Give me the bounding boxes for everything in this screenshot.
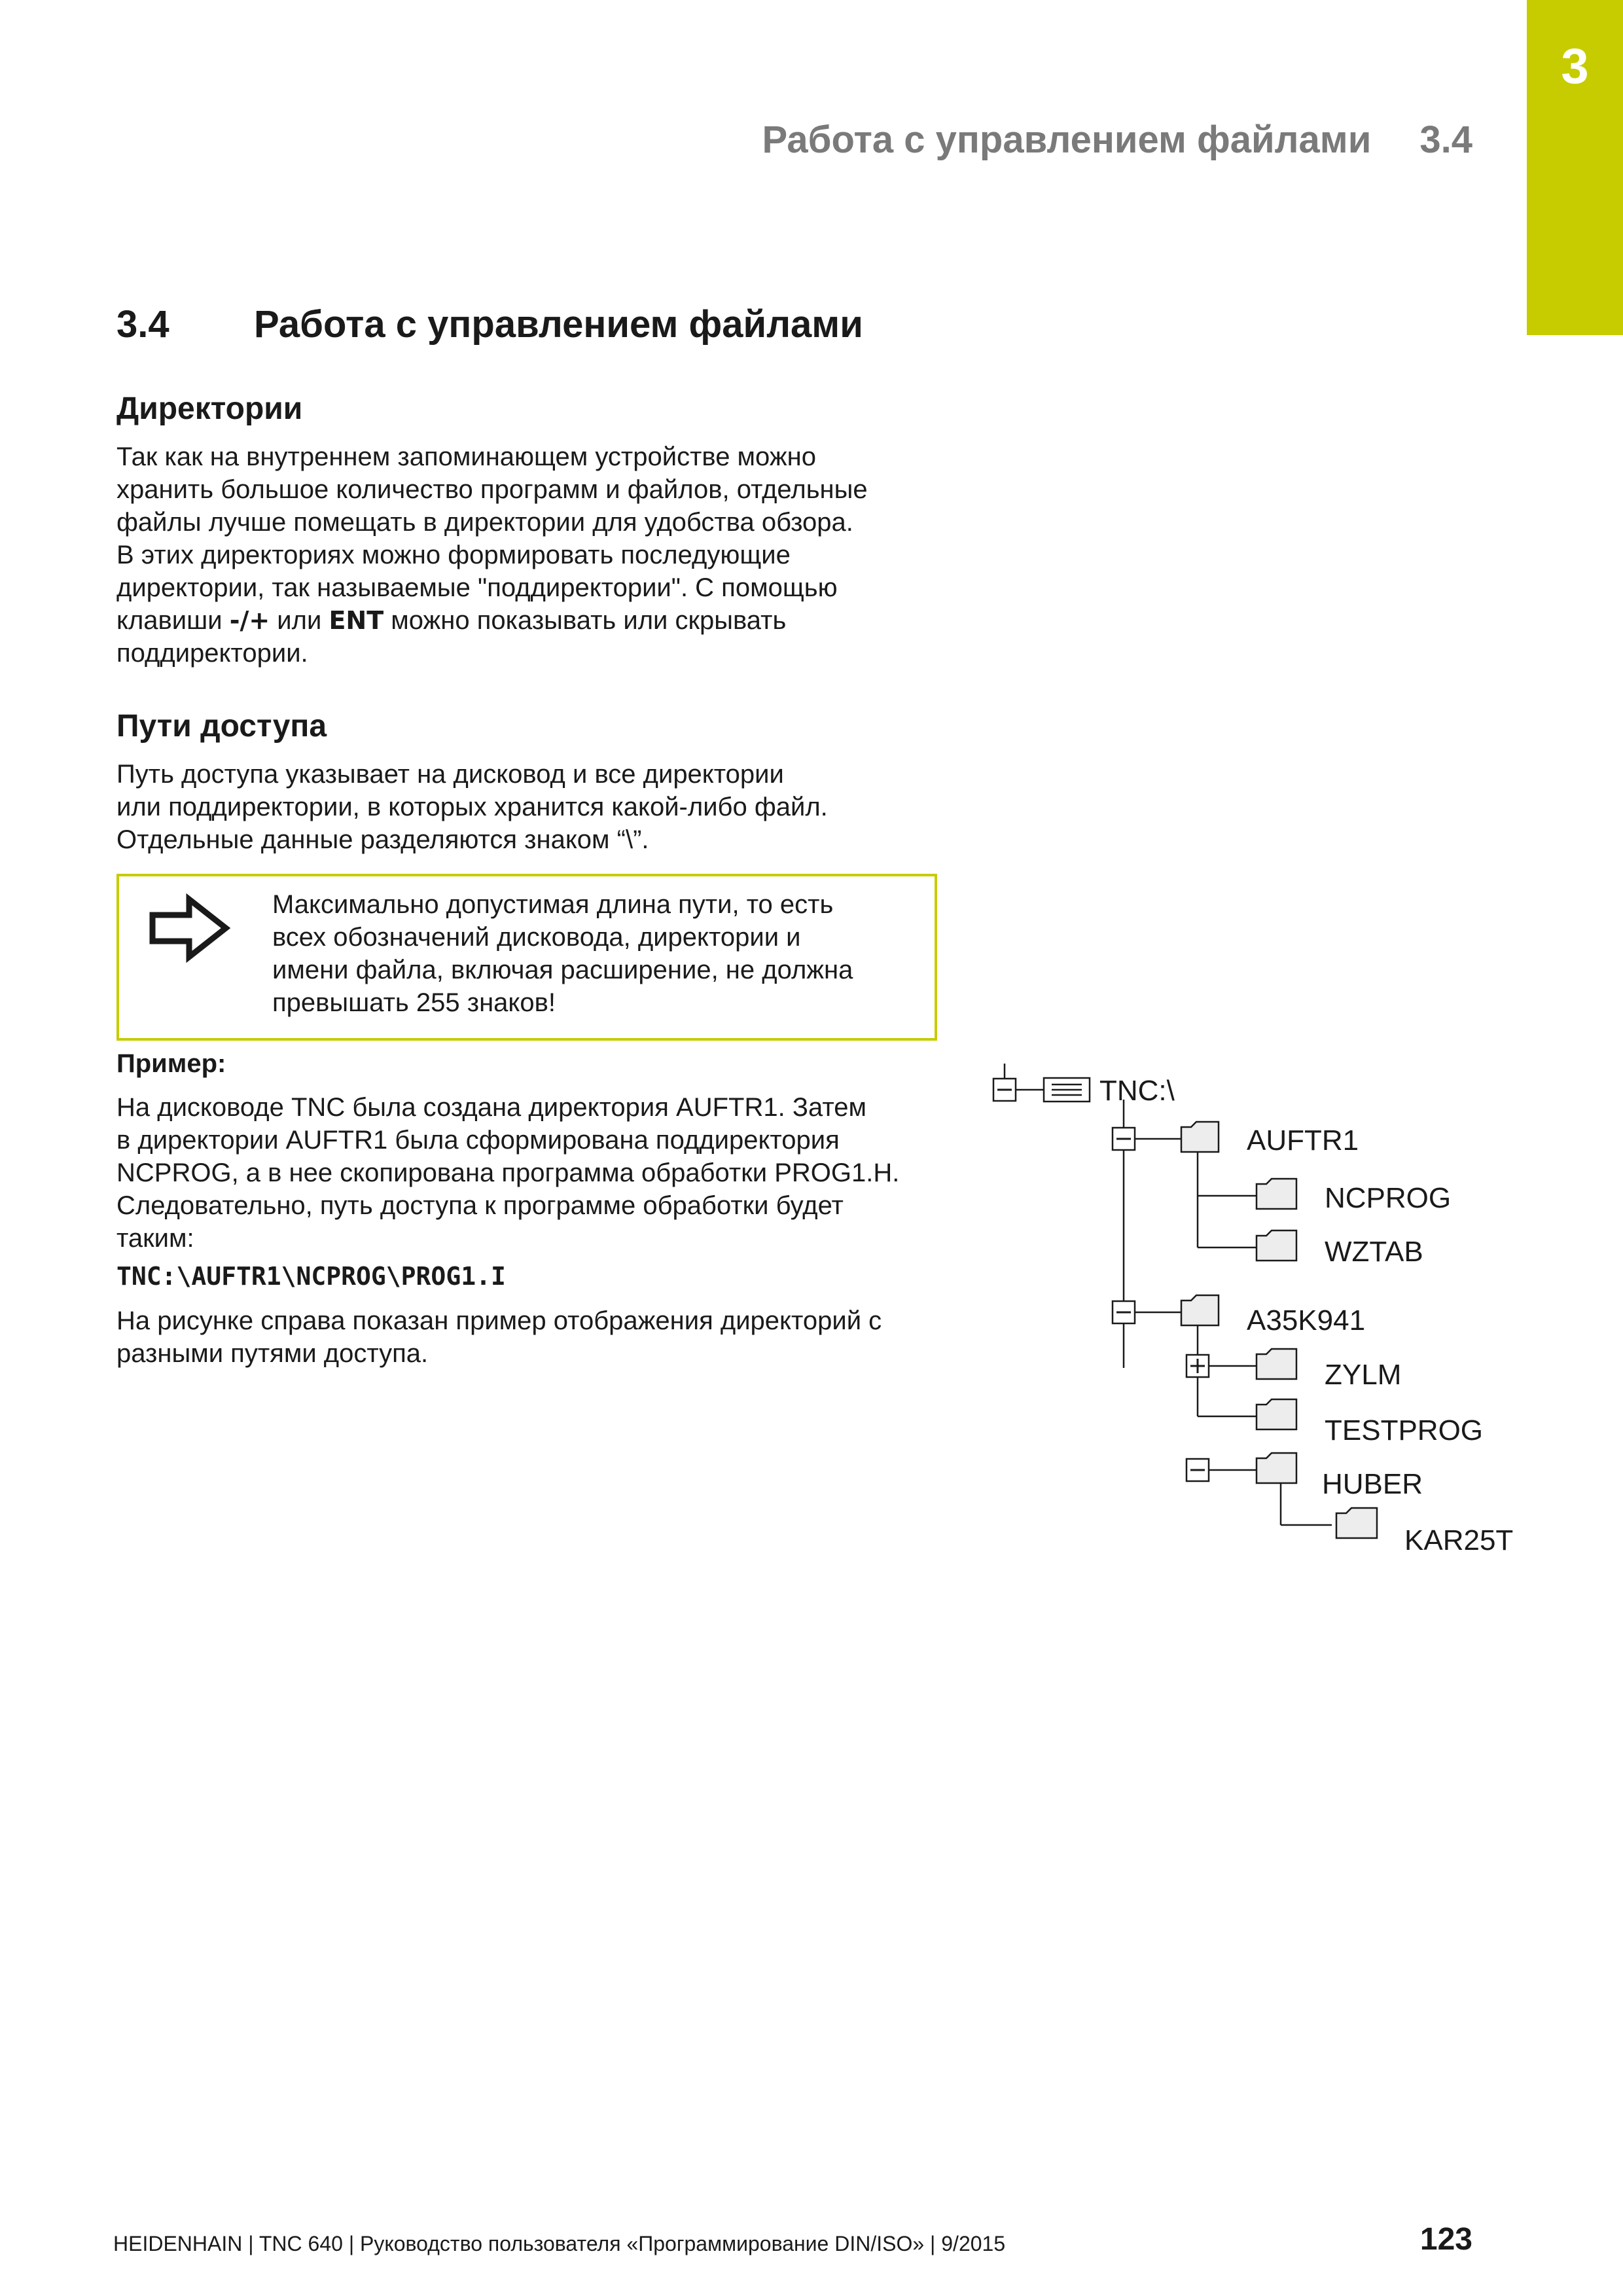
tree-folder-ncprog: NCPROG: [1325, 1182, 1452, 1214]
example-paragraph-2: На рисунке справа показан пример отображения директорий с разными путями доступа.: [116, 1306, 882, 1368]
key-ent: ENT: [329, 606, 384, 635]
section-title: [116, 302, 863, 346]
tree-folder-a35k941: A35K941: [1247, 1304, 1366, 1336]
note-text: Максимально допустимая длина пути, то есть всех обозначений дисковода, директории и имени файла, включая расширение, не должна превышать 255 знаков!: [272, 890, 853, 1017]
footer-text: HEIDENHAIN | TNC 640 | Руководство пользователя «Программирование DIN/ISO» | 9/2015: [113, 2232, 1006, 2255]
directories-paragraph: Так как на внутреннем запоминающем устройстве можно хранить большое количество программ и файлов, отдельные файлы лучше помещать в директории для удобства обзора. В этих директориях можно формировать последующие директории, так называемые "поддиректории". С помощью клавиши -/+ или ENT можно показывать или скрывать поддиректории.: [116, 442, 868, 668]
tree-folder-zylm: ZYLM: [1325, 1359, 1402, 1391]
arrow-right-outline-icon: [149, 893, 234, 965]
page-number: 123: [1419, 2222, 1472, 2257]
directory-tree-figure: [982, 1060, 1531, 1571]
directories-heading: Директории: [116, 391, 303, 426]
tree-root-label: TNC:\: [1099, 1075, 1175, 1107]
running-header-number: 3.4: [1419, 118, 1472, 161]
chapter-tab: [1527, 0, 1623, 335]
example-label: Пример:: [116, 1049, 226, 1078]
chapter-number: 3: [1561, 39, 1589, 94]
tree-folder-auftr1: AUFTR1: [1247, 1124, 1359, 1157]
example-path: TNC:\AUFTR1\NCPROG\PROG1.I: [116, 1262, 506, 1291]
paths-paragraph: Путь доступа указывает на дисковод и все директории или поддиректории, в которых хранится какой-либо файл. Отдельные данные разделяются знаком “\”.: [116, 760, 828, 854]
running-header: [762, 118, 1472, 162]
tree-folder-testprog: TESTPROG: [1325, 1414, 1484, 1446]
section-title-text: Работа с управлением файлами: [254, 303, 863, 346]
tree-folder-wztab: WZTAB: [1325, 1236, 1423, 1268]
tree-folder-kar25t: KAR25T: [1404, 1524, 1514, 1556]
section-number: 3.4: [116, 303, 169, 346]
note-box: [116, 874, 937, 1041]
paths-heading: Пути доступа: [116, 709, 327, 744]
example-paragraph: На дисководе TNC была создана директория AUFTR1. Затем в директории AUFTR1 была сформирована поддиректория NCPROG, а в нее скопирована программа обработки PROG1.H. Следовательно, путь доступа к программе обработки будет таким:: [116, 1093, 900, 1253]
tree-folder-huber: HUBER: [1322, 1468, 1423, 1500]
running-header-title: Работа с управлением файлами: [762, 118, 1372, 161]
key-minus-plus: -/+: [229, 606, 270, 635]
